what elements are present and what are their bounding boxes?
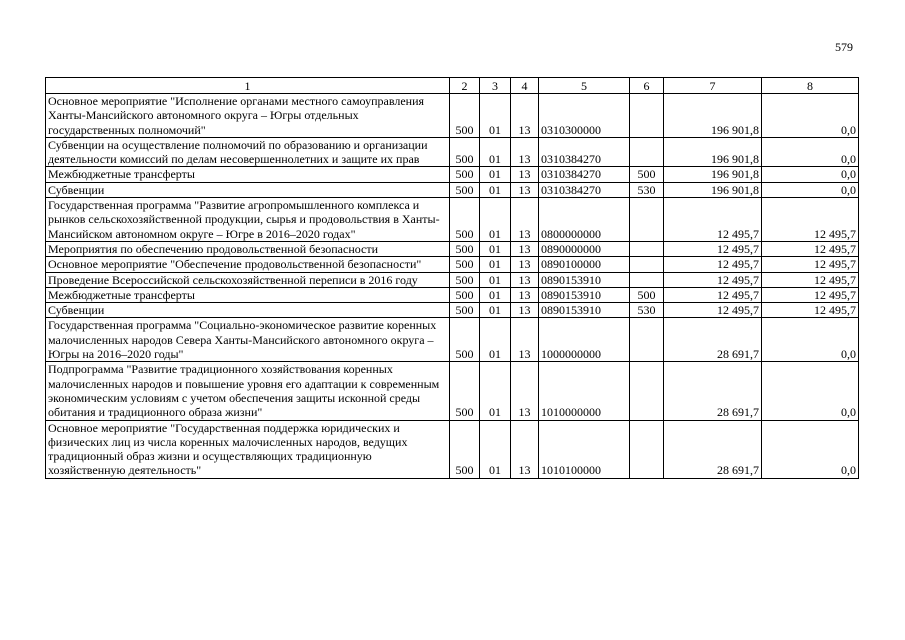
budget-table bbox=[45, 77, 859, 479]
row-expense-type-cell bbox=[630, 318, 664, 362]
row-subsection-cell: 13 bbox=[511, 287, 539, 302]
row-name-cell: Межбюджетные трансферты bbox=[46, 167, 450, 182]
row-amount-2017-cell: 12 495,7 bbox=[664, 287, 762, 302]
row-name-cell: Государственная программа "Социально-экономическое развитие коренных малочисленных народов Севера Ханты-Мансийского автономного округа – Югры на 2016–2020 годы" bbox=[46, 318, 450, 362]
row-target-article-cell: 0310384270 bbox=[539, 182, 630, 197]
row-expense-type-cell bbox=[630, 420, 664, 478]
row-amount-2018-cell: 0,0 bbox=[762, 362, 859, 420]
row-amount-2018-cell: 12 495,7 bbox=[762, 257, 859, 272]
row-amount-2018-cell: 12 495,7 bbox=[762, 272, 859, 287]
row-admin-code-cell: 500 bbox=[450, 420, 480, 478]
row-section-cell: 01 bbox=[480, 198, 511, 242]
row-subsection-cell: 13 bbox=[511, 272, 539, 287]
row-section-cell: 01 bbox=[480, 241, 511, 256]
row-amount-2017-cell: 12 495,7 bbox=[664, 303, 762, 318]
row-amount-2018-cell: 0,0 bbox=[762, 318, 859, 362]
header-cell-4: 4 bbox=[511, 78, 539, 94]
row-name-cell: Межбюджетные трансферты bbox=[46, 287, 450, 302]
row-admin-code-cell: 500 bbox=[450, 318, 480, 362]
row-admin-code-cell: 500 bbox=[450, 272, 480, 287]
row-name-cell: Подпрограмма "Развитие традиционного хозяйствования коренных малочисленных народов и повышение уровня его адаптации к современным экономическим условиям с учетом обеспечения защиты исконной среды обитания и традиционного образа жизни" bbox=[46, 362, 450, 420]
row-expense-type-cell bbox=[630, 137, 664, 167]
table-row bbox=[46, 198, 859, 242]
row-expense-type-cell bbox=[630, 94, 664, 138]
row-subsection-cell: 13 bbox=[511, 303, 539, 318]
row-name-cell: Субвенции на осуществление полномочий по образованию и организации деятельности комиссий по делам несовершеннолетних и защите их прав bbox=[46, 137, 450, 167]
row-amount-2018-cell: 12 495,7 bbox=[762, 241, 859, 256]
row-admin-code-cell: 500 bbox=[450, 287, 480, 302]
page-number: 579 bbox=[835, 40, 853, 54]
row-section-cell: 01 bbox=[480, 272, 511, 287]
row-expense-type-cell bbox=[630, 362, 664, 420]
row-subsection-cell: 13 bbox=[511, 257, 539, 272]
row-expense-type-cell bbox=[630, 241, 664, 256]
row-section-cell: 01 bbox=[480, 257, 511, 272]
row-admin-code-cell: 500 bbox=[450, 303, 480, 318]
row-amount-2017-cell: 28 691,7 bbox=[664, 318, 762, 362]
row-admin-code-cell: 500 bbox=[450, 137, 480, 167]
row-admin-code-cell: 500 bbox=[450, 167, 480, 182]
row-target-article-cell: 0310384270 bbox=[539, 137, 630, 167]
row-expense-type-cell: 530 bbox=[630, 182, 664, 197]
row-amount-2018-cell: 12 495,7 bbox=[762, 198, 859, 242]
row-target-article-cell: 0890000000 bbox=[539, 241, 630, 256]
row-subsection-cell: 13 bbox=[511, 241, 539, 256]
row-subsection-cell: 13 bbox=[511, 420, 539, 478]
row-section-cell: 01 bbox=[480, 287, 511, 302]
header-row bbox=[46, 78, 859, 94]
table-row bbox=[46, 167, 859, 182]
row-target-article-cell: 0890153910 bbox=[539, 303, 630, 318]
row-amount-2017-cell: 196 901,8 bbox=[664, 137, 762, 167]
header-cell-7: 7 bbox=[664, 78, 762, 94]
row-subsection-cell: 13 bbox=[511, 137, 539, 167]
row-subsection-cell: 13 bbox=[511, 198, 539, 242]
row-name-cell: Основное мероприятие "Обеспечение продовольственной безопасности" bbox=[46, 257, 450, 272]
table-row bbox=[46, 303, 859, 318]
row-amount-2018-cell: 0,0 bbox=[762, 182, 859, 197]
header-cell-8: 8 bbox=[762, 78, 859, 94]
row-subsection-cell: 13 bbox=[511, 167, 539, 182]
header-cell-5: 5 bbox=[539, 78, 630, 94]
row-section-cell: 01 bbox=[480, 137, 511, 167]
row-admin-code-cell: 500 bbox=[450, 257, 480, 272]
row-amount-2018-cell: 0,0 bbox=[762, 167, 859, 182]
table-row bbox=[46, 241, 859, 256]
row-section-cell: 01 bbox=[480, 318, 511, 362]
table-row bbox=[46, 287, 859, 302]
row-subsection-cell: 13 bbox=[511, 318, 539, 362]
header-cell-6: 6 bbox=[630, 78, 664, 94]
row-target-article-cell: 1010100000 bbox=[539, 420, 630, 478]
header-cell-1: 1 bbox=[46, 78, 450, 94]
row-name-cell: Субвенции bbox=[46, 182, 450, 197]
header-cell-2: 2 bbox=[450, 78, 480, 94]
row-target-article-cell: 1010000000 bbox=[539, 362, 630, 420]
row-admin-code-cell: 500 bbox=[450, 198, 480, 242]
row-amount-2017-cell: 196 901,8 bbox=[664, 94, 762, 138]
row-name-cell: Государственная программа "Развитие агропромышленного комплекса и рынков сельскохозяйственной продукции, сырья и продовольствия в Ханты-Мансийском автономном округе – Югре в 2016–2020 годах" bbox=[46, 198, 450, 242]
table-row bbox=[46, 137, 859, 167]
row-target-article-cell: 0800000000 bbox=[539, 198, 630, 242]
row-target-article-cell: 1000000000 bbox=[539, 318, 630, 362]
row-admin-code-cell: 500 bbox=[450, 241, 480, 256]
row-subsection-cell: 13 bbox=[511, 94, 539, 138]
row-amount-2017-cell: 12 495,7 bbox=[664, 272, 762, 287]
row-expense-type-cell bbox=[630, 198, 664, 242]
row-expense-type-cell bbox=[630, 257, 664, 272]
row-amount-2018-cell: 12 495,7 bbox=[762, 287, 859, 302]
row-name-cell: Основное мероприятие "Государственная поддержка юридических и физических лиц из числа коренных малочисленных народов, ведущих традиционный образ жизни и осуществляющих традиционную хозяйственную деятельность" bbox=[46, 420, 450, 478]
row-section-cell: 01 bbox=[480, 182, 511, 197]
row-amount-2017-cell: 12 495,7 bbox=[664, 257, 762, 272]
row-subsection-cell: 13 bbox=[511, 362, 539, 420]
row-amount-2018-cell: 0,0 bbox=[762, 137, 859, 167]
row-section-cell: 01 bbox=[480, 303, 511, 318]
row-target-article-cell: 0890100000 bbox=[539, 257, 630, 272]
row-target-article-cell: 0890153910 bbox=[539, 287, 630, 302]
row-subsection-cell: 13 bbox=[511, 182, 539, 197]
row-expense-type-cell: 500 bbox=[630, 167, 664, 182]
table-row bbox=[46, 257, 859, 272]
row-expense-type-cell bbox=[630, 272, 664, 287]
row-admin-code-cell: 500 bbox=[450, 94, 480, 138]
row-section-cell: 01 bbox=[480, 362, 511, 420]
row-amount-2018-cell: 0,0 bbox=[762, 420, 859, 478]
table-row bbox=[46, 94, 859, 138]
row-section-cell: 01 bbox=[480, 420, 511, 478]
row-amount-2017-cell: 12 495,7 bbox=[664, 241, 762, 256]
row-amount-2017-cell: 28 691,7 bbox=[664, 420, 762, 478]
row-admin-code-cell: 500 bbox=[450, 362, 480, 420]
row-amount-2018-cell: 0,0 bbox=[762, 94, 859, 138]
row-section-cell: 01 bbox=[480, 94, 511, 138]
row-amount-2017-cell: 196 901,8 bbox=[664, 167, 762, 182]
row-admin-code-cell: 500 bbox=[450, 182, 480, 197]
row-amount-2017-cell: 196 901,8 bbox=[664, 182, 762, 197]
row-amount-2018-cell: 12 495,7 bbox=[762, 303, 859, 318]
row-name-cell: Проведение Всероссийской сельскохозяйственной переписи в 2016 году bbox=[46, 272, 450, 287]
table-row bbox=[46, 318, 859, 362]
row-name-cell: Основное мероприятие "Исполнение органами местного самоуправления Ханты-Мансийского автономного округа – Югры отдельных государственных полномочий" bbox=[46, 94, 450, 138]
row-target-article-cell: 0310384270 bbox=[539, 167, 630, 182]
row-name-cell: Субвенции bbox=[46, 303, 450, 318]
row-target-article-cell: 0890153910 bbox=[539, 272, 630, 287]
row-section-cell: 01 bbox=[480, 167, 511, 182]
row-expense-type-cell: 530 bbox=[630, 303, 664, 318]
row-name-cell: Мероприятия по обеспечению продовольственной безопасности bbox=[46, 241, 450, 256]
row-amount-2017-cell: 28 691,7 bbox=[664, 362, 762, 420]
row-target-article-cell: 0310300000 bbox=[539, 94, 630, 138]
table-row bbox=[46, 420, 859, 478]
table-row bbox=[46, 272, 859, 287]
table-row bbox=[46, 362, 859, 420]
row-amount-2017-cell: 12 495,7 bbox=[664, 198, 762, 242]
header-cell-3: 3 bbox=[480, 78, 511, 94]
table-row bbox=[46, 182, 859, 197]
row-expense-type-cell: 500 bbox=[630, 287, 664, 302]
table-body bbox=[46, 94, 859, 479]
